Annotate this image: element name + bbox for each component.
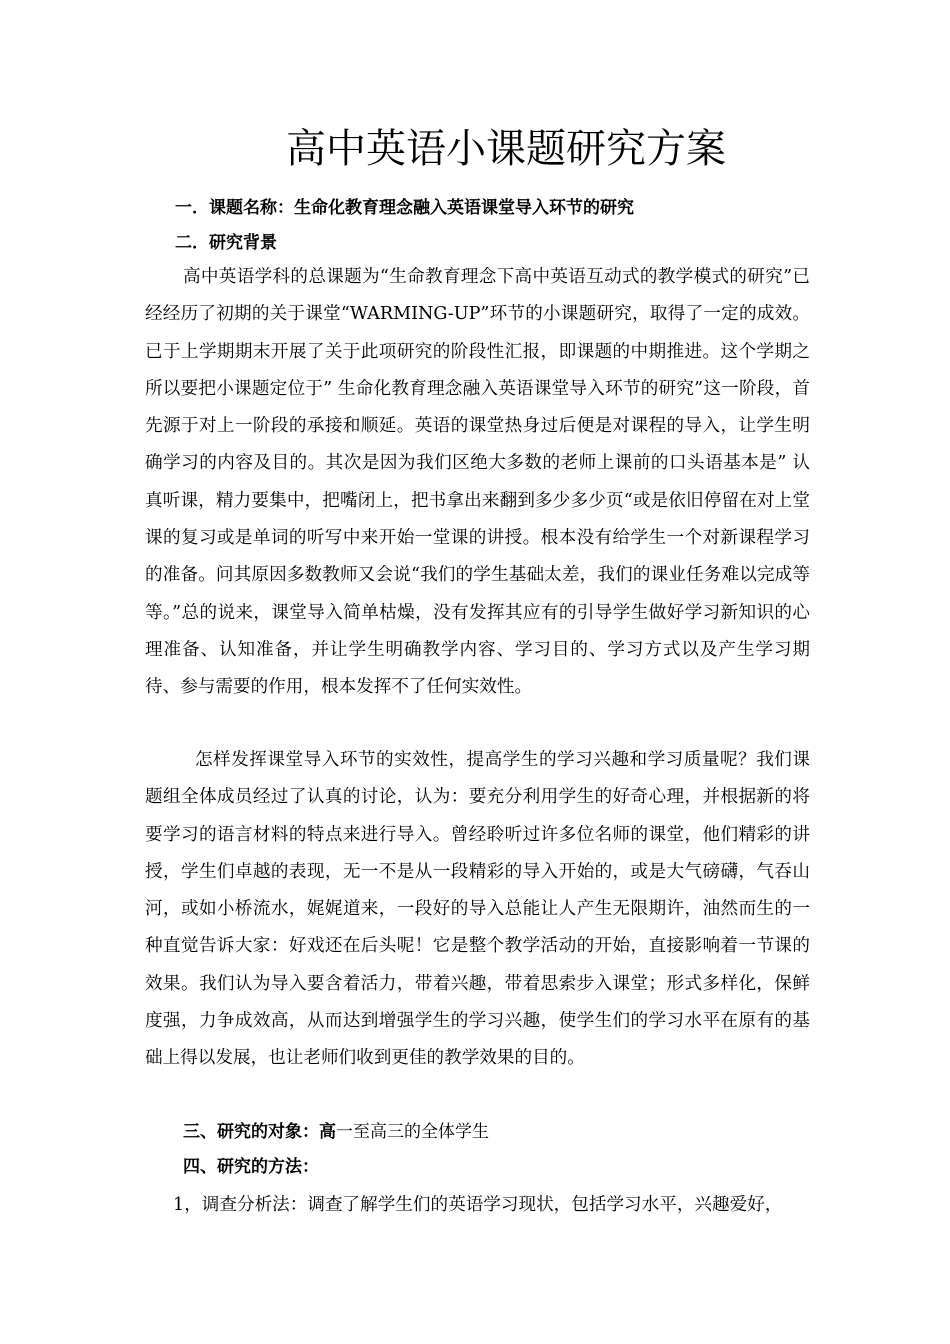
section-heading-background: 二．研究背景 (175, 233, 277, 253)
section-heading-methods: 四、研究的方法： (183, 1157, 319, 1177)
section-heading-subjects-text: 一至高三的全体学生 (336, 1122, 489, 1142)
section-heading-subjects (183, 1120, 489, 1144)
document-title: 高中英语小课题研究方案 (286, 126, 726, 172)
section-heading-topic: 一．课题名称：生命化教育理念融入英语课堂导入环节的研究 (175, 198, 634, 218)
paragraph-method-1: 1，调查分析法：调查了解学生们的英语学习现状，包括学习水平，兴趣爱好， (173, 1195, 783, 1215)
paragraph-background-1: 高中英语学科的总课题为“生命教育理念下高中英语互动式的教学模式的研究”已经经历了初期的关于课堂“WARMING-UP”环节的小课题研究，取得了一定的成效。已于上学期期末开展了关于此项研究的阶段性汇报，即课题的中期推进。这个学期之所以要把小课题定位于” 生命化教育理念融入英语课堂导入环节的研究”这一阶段，首先源于对上一阶段的承接和顺延。英语的课堂热身过后便是对课程的导入，让学生明确学习的内容及目的。其次是因为我们区绝大多数的老师上课前的口头语基本是” 认真听课，精力要集中，把嘴闭上，把书拿出来翻到多少多少页“或是依旧停留在对上堂课的复习或是单词的听写中来开始一堂课的讲授。根本没有给学生一个对新课程学习的准备。问其原因多数教师又会说“我们的学生基础太差，我们的课业任务难以完成等等。”总的说来，课堂导入简单枯燥，没有发挥其应有的引导学生做好学习新知识的心理准备、认知准备，并让学生明确教学内容、学习目的、学习方式以及产生学习期待、参与需要的作用，根本发挥不了任何实效性。 (145, 267, 810, 698)
section-heading-subjects-label: 三、研究的对象：高 (183, 1122, 336, 1142)
paragraph-background-2: 怎样发挥课堂导入环节的实效性，提高学生的学习兴趣和学习质量呢？我们课题组全体成员经过了认真的讨论，认为：要充分利用学生的好奇心理，并根据新的将要学习的语言材料的特点来进行导入。曾经聆听过许多位名师的课堂，他们精彩的讲授，学生们卓越的表现，无一不是从一段精彩的导入开始的，或是大气磅礴，气吞山河，或如小桥流水，娓娓道来，一段好的导入总能让人产生无限期许，油然而生的一种直觉告诉大家：好戏还在后头呢！它是整个教学活动的开始，直接影响着一节课的效果。我们认为导入要含着活力，带着兴趣，带着思索步入课堂；形式多样化，保鲜度强，力争成效高，从而达到增强学生的学习兴趣，使学生们的学习水平在原有的基础上得以发展，也让老师们收到更佳的教学效果的目的。 (145, 750, 810, 1069)
